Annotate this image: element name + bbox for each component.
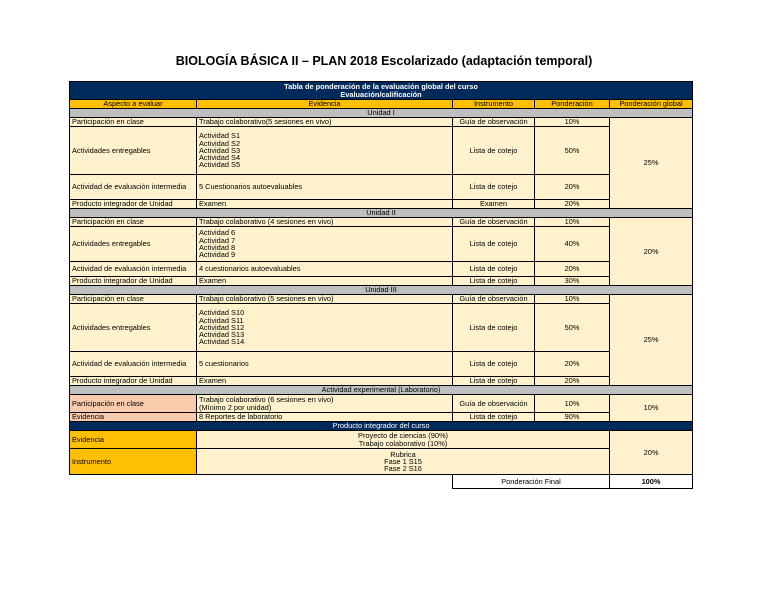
instrument-cell: Lista de cotejo (453, 352, 535, 377)
lab-title: Actividad experimental (Laboratorio) (70, 386, 693, 395)
instrument-cell: Lista de cotejo (453, 413, 535, 422)
evidence-cell (197, 377, 453, 386)
instrument-cell: Guía de observación (453, 395, 535, 413)
table-row (70, 127, 693, 175)
evidence-line: 8 Reportes de laboratorio (199, 412, 283, 422)
weight-cell: 30% (535, 277, 610, 286)
table-row (70, 413, 693, 422)
evidence-line: Actividad S11 (199, 315, 244, 325)
aspect-cell: Participación en clase (70, 218, 197, 227)
aspect-cell: Actividades entregables (70, 304, 197, 352)
evidence-cell (197, 304, 453, 352)
table-row (70, 295, 693, 304)
evaluation-table (69, 81, 693, 489)
integrator-evidence-cell (197, 431, 610, 449)
global-weight-cell: 10% (610, 395, 693, 422)
caption-row (70, 82, 693, 100)
caption-line: Evaluación/calificación (340, 89, 422, 99)
weight-cell: 20% (535, 200, 610, 209)
instrument-cell: Lista de cotejo (453, 377, 535, 386)
evidence-line: Actividad 7 (199, 235, 236, 245)
aspect-cell: Evidencia (70, 413, 197, 422)
table-row (70, 175, 693, 200)
evidence-cell (197, 118, 453, 127)
evidence-cell (197, 127, 453, 175)
aspect-cell: Actividad de evaluación intermedia (70, 352, 197, 377)
evidence-line: Actividad S1 (199, 131, 241, 141)
integrator-instrument-label: Instrumento (70, 449, 197, 475)
aspect-cell: Actividad de evaluación intermedia (70, 175, 197, 200)
evidence-line: Actividad S12 (199, 322, 245, 332)
evidence-cell (197, 395, 453, 413)
evidence-line: 5 Cuestionarios autoevaluables (199, 182, 303, 192)
column-header: Instrumento (453, 100, 535, 109)
weight-cell: 50% (535, 304, 610, 352)
evidence-line: Actividad S3 (199, 145, 241, 155)
weight-cell: 20% (535, 352, 610, 377)
unit-row (70, 209, 693, 218)
caption-line: Tabla de ponderación de la evaluación global del curso (284, 81, 478, 91)
evidence-line: Trabajo colaborativo(5 sesiones en vivo) (199, 117, 332, 127)
evidence-line: 4 cuestionarios autoevaluables (199, 264, 301, 274)
weight-cell: 20% (535, 262, 610, 277)
unit-title: Unidad II (70, 209, 693, 218)
table-row (70, 352, 693, 377)
instrument-cell: Guía de observación (453, 218, 535, 227)
table-row (70, 449, 693, 475)
evidence-line: Actividad S4 (199, 153, 241, 163)
table-row (70, 227, 693, 262)
evidence-line: (Mínimo 2 por unidad) (199, 402, 272, 412)
table-caption (70, 82, 693, 100)
final-label: Ponderación Final (453, 475, 610, 489)
unit-row (70, 109, 693, 118)
unit-row (70, 386, 693, 395)
global-weight-cell: 20% (610, 218, 693, 286)
integrator-instrument-cell (197, 449, 610, 475)
evidence-cell (197, 262, 453, 277)
aspect-cell: Producto integrador de Unidad (70, 200, 197, 209)
instrument-cell: Lista de cotejo (453, 262, 535, 277)
weight-cell: 90% (535, 413, 610, 422)
weight-cell: 20% (535, 377, 610, 386)
unit-title: Unidad I (70, 109, 693, 118)
evidence-line: Proyecto de ciencias (90%) (358, 431, 448, 441)
evidence-line: Trabajo colaborativo (10%) (358, 438, 448, 448)
evidence-line: Actividad 8 (199, 243, 236, 252)
evidence-line: Actividad S14 (199, 337, 245, 347)
global-weight-cell: 25% (610, 295, 693, 386)
table-row (70, 377, 693, 386)
evidence-line: Examen (199, 276, 227, 286)
evidence-line: 5 cuestionarios (199, 359, 249, 369)
unit-row (70, 422, 693, 431)
evidence-cell (197, 295, 453, 304)
global-weight-cell: 25% (610, 118, 693, 209)
instrument-cell: Lista de cotejo (453, 304, 535, 352)
evidence-line: Examen (199, 376, 227, 386)
weight-cell: 10% (535, 118, 610, 127)
aspect-cell: Actividad de evaluación intermedia (70, 262, 197, 277)
final-value: 100% (610, 475, 693, 489)
column-header: Ponderación (535, 100, 610, 109)
table-row (70, 200, 693, 209)
table-row (70, 304, 693, 352)
table-row (70, 395, 693, 413)
instrument-cell: Examen (453, 200, 535, 209)
aspect-cell: Actividades entregables (70, 227, 197, 262)
weight-cell: 40% (535, 227, 610, 262)
instrument-line: Fase 2 S16 (384, 464, 422, 474)
evidence-cell (197, 413, 453, 422)
evidence-line: Examen (199, 199, 227, 209)
instrument-line: Fase 1 S15 (384, 456, 422, 466)
evidence-line: Actividad S2 (199, 138, 241, 148)
aspect-cell: Producto integrador de Unidad (70, 277, 197, 286)
unit-row (70, 286, 693, 295)
evidence-line: Trabajo colaborativo (6 sesiones en vivo) (199, 395, 334, 405)
integrator-title: Producto integrador del curso (70, 422, 693, 431)
global-weight-cell: 20% (610, 431, 693, 475)
column-header: Evidencia (197, 100, 453, 109)
aspect-cell: Producto integrador de Unidad (70, 377, 197, 386)
evidence-line: Actividad 6 (199, 228, 236, 238)
evidence-cell (197, 218, 453, 227)
weight-cell: 50% (535, 127, 610, 175)
instrument-line: Rubrica (390, 449, 416, 459)
instrument-cell: Guía de observación (453, 118, 535, 127)
final-row (70, 475, 693, 489)
weight-cell: 10% (535, 295, 610, 304)
evidence-cell (197, 352, 453, 377)
document-title: BIOLOGÍA BÁSICA II – PLAN 2018 Escolarizado (adaptación temporal) (175, 54, 593, 68)
table-row (70, 431, 693, 449)
table-row (70, 277, 693, 286)
weight-cell: 20% (535, 175, 610, 200)
evidence-cell (197, 227, 453, 262)
unit-title: Unidad III (70, 286, 693, 295)
blank-cell (70, 475, 453, 489)
header-row (70, 100, 693, 109)
column-header: Ponderación global (610, 100, 693, 109)
aspect-cell: Participación en clase (70, 395, 197, 413)
aspect-cell: Participación en clase (70, 118, 197, 127)
evidence-cell (197, 175, 453, 200)
instrument-cell: Guía de observación (453, 295, 535, 304)
table-row (70, 218, 693, 227)
table-row (70, 262, 693, 277)
instrument-cell: Lista de cotejo (453, 277, 535, 286)
instrument-cell: Lista de cotejo (453, 227, 535, 262)
integrator-evidence-label: Evidencia (70, 431, 197, 449)
instrument-cell: Lista de cotejo (453, 127, 535, 175)
instrument-cell: Lista de cotejo (453, 175, 535, 200)
evidence-cell (197, 200, 453, 209)
weight-cell: 10% (535, 218, 610, 227)
aspect-cell: Actividades entregables (70, 127, 197, 175)
table-row (70, 118, 693, 127)
column-header: Aspecto a evaluar (70, 100, 197, 109)
evidence-line: Trabajo colaborativo (4 sesiones en vivo) (199, 217, 334, 227)
evidence-line: Trabajo colaborativo (5 sesiones en vivo) (199, 294, 334, 304)
weight-cell: 10% (535, 395, 610, 413)
evidence-line: Actividad S13 (199, 330, 245, 340)
evidence-line: Actividad S5 (199, 160, 241, 170)
evidence-line: Actividad S10 (199, 308, 245, 318)
aspect-cell: Participación en clase (70, 295, 197, 304)
evidence-cell (197, 277, 453, 286)
evidence-line: Actividad 9 (199, 250, 236, 260)
